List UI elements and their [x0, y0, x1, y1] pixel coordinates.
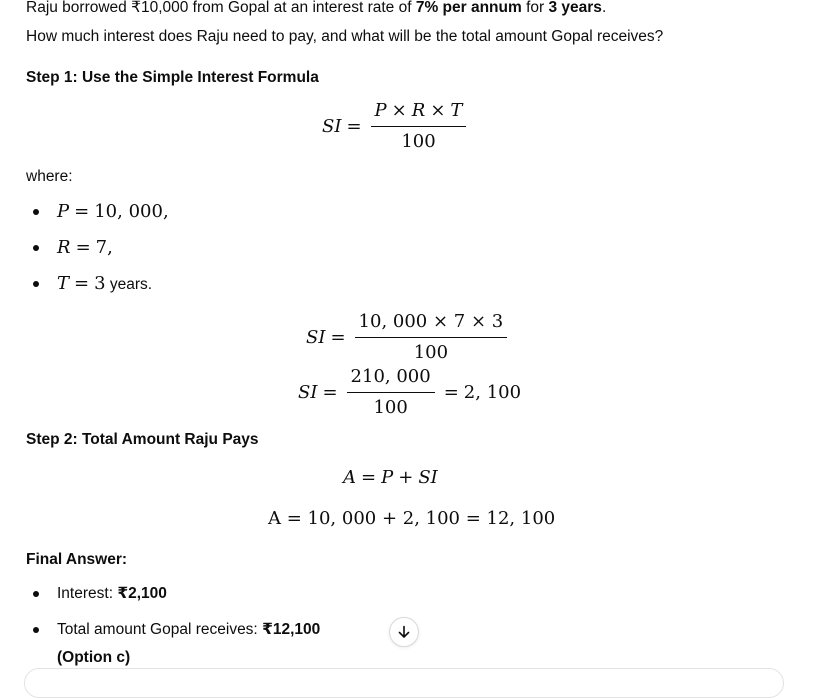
final-interest: Interest: ₹2,100 [57, 585, 167, 602]
si-calc-2: SI = $\frac{210, 000}{100}$ = 2, 100 [298, 366, 522, 418]
si-formula-fraction: $\frac{P \times R \times T}{100}$ [371, 100, 467, 153]
si-formula: SI = $\frac{P \times R \times T}{100}$ [322, 100, 470, 153]
scroll-down-button[interactable] [389, 617, 419, 647]
amount-formula: A = P + SI [343, 467, 438, 488]
var-t: T = 3 years. [57, 273, 153, 294]
amount-calc: A = 10, 000 + 2, 100 = 12, 100 [268, 508, 556, 529]
step1-heading: Step 1: Use the Simple Interest Formula [26, 69, 319, 86]
var-r: R = 7, [57, 237, 113, 258]
final-option: (Option c) [57, 649, 131, 666]
question-line-1: Raju borrowed ₹10,000 from Gopal at an interest rate of 7% per annum for 3 years. [26, 0, 607, 16]
message-composer[interactable] [24, 668, 784, 698]
si-calc-2-fraction: $\frac{210, 000}{100}$ [347, 366, 435, 419]
bullet-dot [33, 591, 39, 597]
bullet-dot [33, 209, 39, 215]
bullet-dot [33, 627, 39, 633]
where-label: where: [26, 168, 73, 185]
arrow-down-icon [396, 624, 412, 640]
bullet-dot [33, 245, 39, 251]
question-line-2: How much interest does Raju need to pay, and what will be the total amount Gopal receives? [26, 28, 664, 45]
final-heading: Final Answer: [26, 551, 128, 568]
final-total: Total amount Gopal receives: ₹12,100 [57, 621, 321, 638]
step2-heading: Step 2: Total Amount Raju Pays [26, 431, 259, 448]
bullet-dot [33, 281, 39, 287]
si-calc-1: SI = $\frac{10, 000 \times 7 \times 3}{100}$ [306, 311, 511, 364]
var-p: P = 10, 000, [57, 201, 169, 222]
si-calc-1-fraction: $\frac{10, 000 \times 7 \times 3}{100}$ [355, 311, 508, 364]
